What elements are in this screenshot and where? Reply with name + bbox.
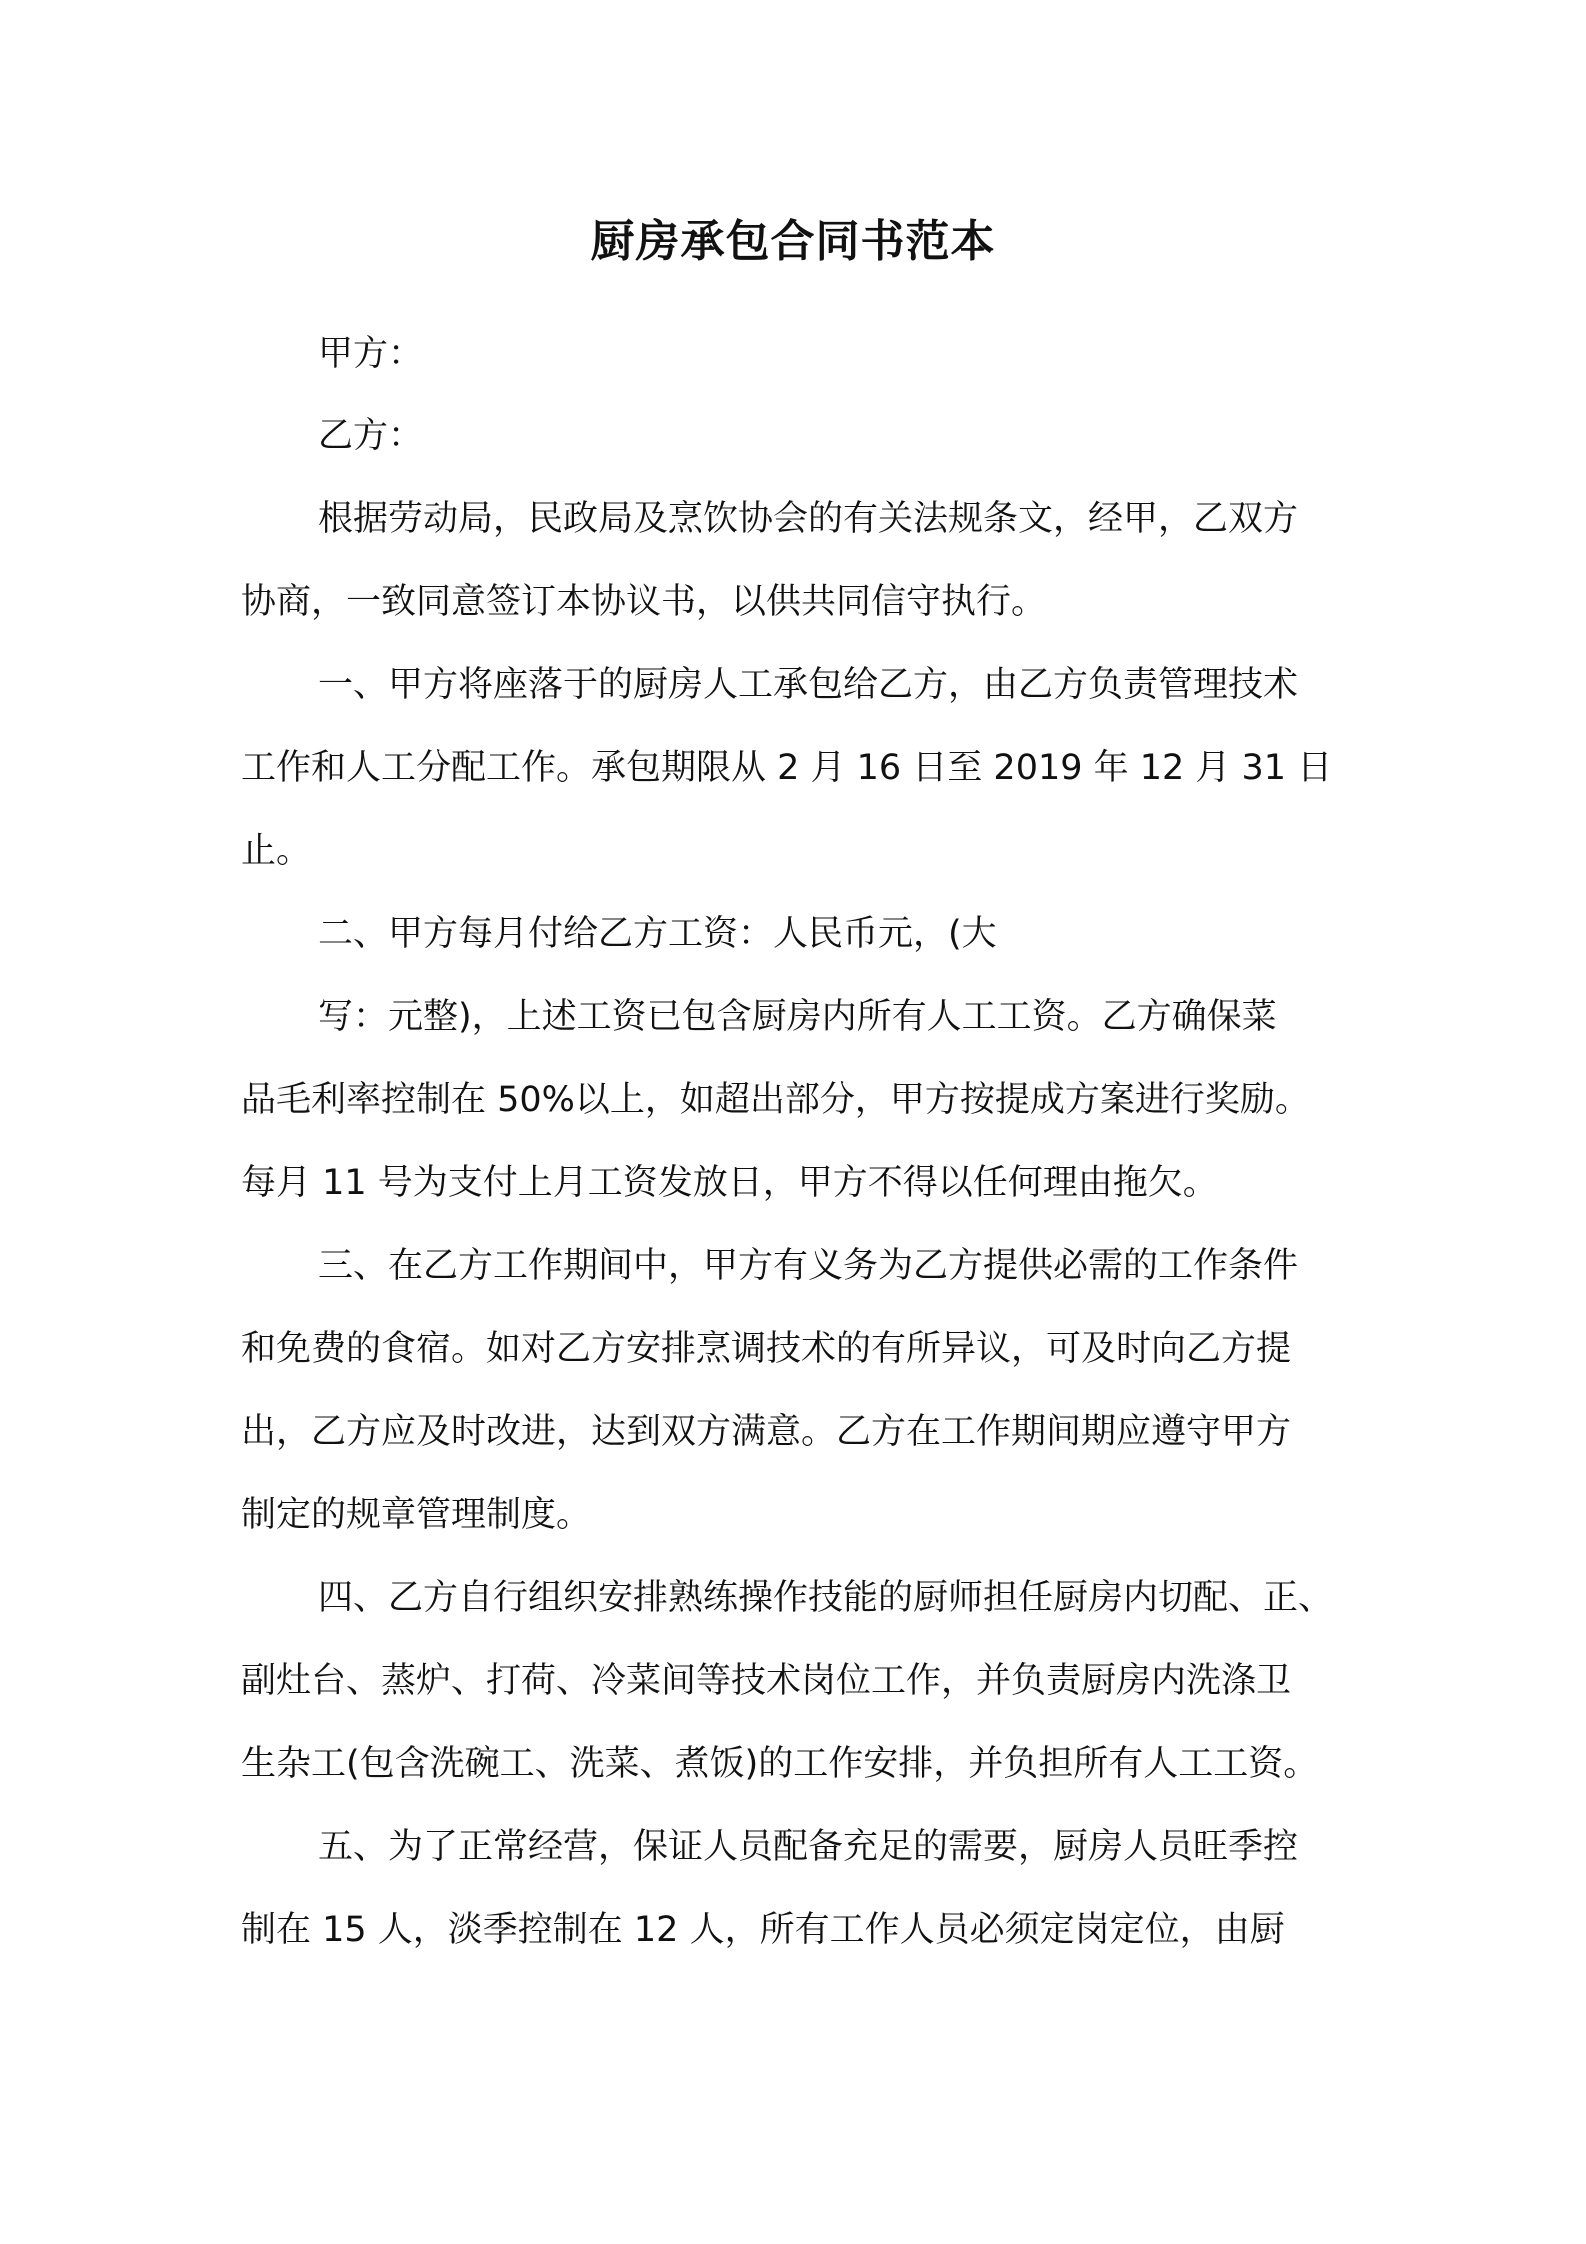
preamble-line-2: 协商，一致同意签订本协议书，以供共同信守执行。 [241, 582, 1047, 622]
party-b-line: 乙方： [318, 416, 424, 456]
clause-5-line-1: 五、为了正常经营，保证人员配备充足的需要，厨房人员旺季控 [318, 1827, 1299, 1867]
clause-2-line-4: 每月 11 号为支付上月工资发放日，甲方不得以任何理由拖欠。 [241, 1163, 1218, 1203]
clause-2-line-3: 品毛利率控制在 50%以上，如超出部分，甲方按提成方案进行奖励。 [241, 1080, 1310, 1120]
clause-3-line-2: 和免费的食宿。如对乙方安排烹调技术的有所异议，可及时向乙方提 [241, 1329, 1292, 1369]
preamble-line-1: 根据劳动局，民政局及烹饮协会的有关法规条文，经甲，乙双方 [318, 499, 1299, 539]
clause-1-line-3: 止。 [241, 831, 312, 871]
clause-1-line-2: 工作和人工分配工作。承包期限从 2 月 16 日至 2019 年 12 月 31 日 [241, 748, 1333, 788]
clause-3-line-1: 三、在乙方工作期间中，甲方有义务为乙方提供必需的工作条件 [318, 1246, 1299, 1286]
clause-4-line-1: 四、乙方自行组织安排熟练操作技能的厨师担任厨房内切配、正、 [318, 1578, 1334, 1618]
clause-2-line-2: 写：元整)，上述工资已包含厨房内所有人工工资。乙方确保菜 [318, 997, 1277, 1037]
clause-3-line-3: 出，乙方应及时改进，达到双方满意。乙方在工作期间期应遵守甲方 [241, 1412, 1292, 1452]
clause-1-line-1: 一、甲方将座落于的厨房人工承包给乙方，由乙方负责管理技术 [318, 665, 1299, 705]
party-a-line: 甲方： [318, 334, 424, 374]
document-title: 厨房承包合同书范本 [590, 216, 996, 267]
clause-4-line-2: 副灶台、蒸炉、打荷、冷菜间等技术岗位工作，并负责厨房内洗涤卫 [241, 1661, 1292, 1701]
clause-4-line-3: 生杂工(包含洗碗工、洗菜、煮饭)的工作安排，并负担所有人工工资。 [241, 1744, 1319, 1784]
clause-2-line-1: 二、甲方每月付给乙方工资：人民币元，(大 [318, 914, 997, 954]
clause-5-line-2: 制在 15 人，淡季控制在 12 人，所有工作人员必须定岗定位，由厨 [241, 1910, 1285, 1950]
clause-3-line-4: 制定的规章管理制度。 [241, 1495, 592, 1535]
